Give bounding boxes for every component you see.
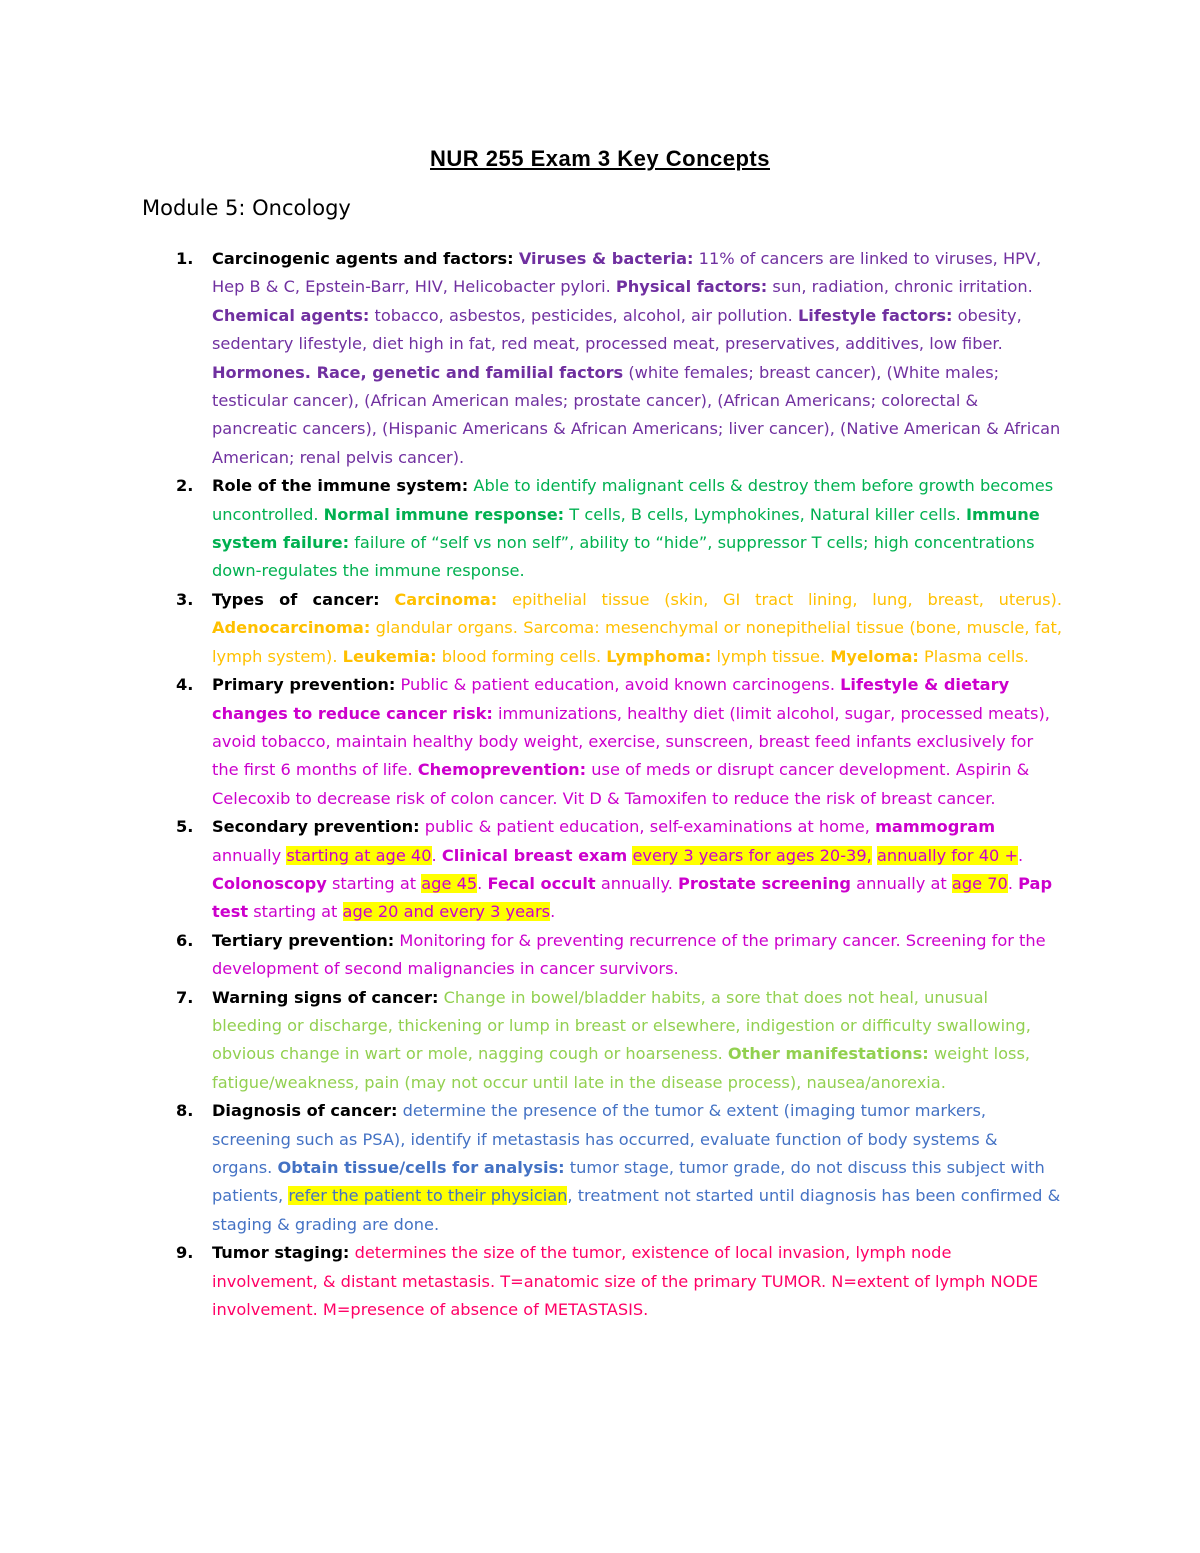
- text-segment: epithelial tissue (skin, GI tract lining, lung, breast, uterus).: [497, 589, 1062, 609]
- list-item-number: 1.: [176, 249, 194, 268]
- bold-term: Colonoscopy: [212, 873, 327, 893]
- key-concepts-list: [0, 245, 1200, 1324]
- text-segment: 11% of cancers are linked to viruses, HPV, Hep B & C, Epstein-Barr, HIV, Helicobacter pylori.: [212, 249, 1042, 297]
- bold-term: Chemoprevention:: [417, 760, 587, 780]
- list-item: [176, 586, 1062, 671]
- highlighted-text: age 45: [421, 873, 478, 893]
- item-heading: Secondary prevention:: [212, 817, 420, 837]
- text-segment: Public & patient education, avoid known carcinogens.: [395, 675, 841, 695]
- bold-term: Clinical breast exam: [441, 845, 628, 865]
- text-segment: Plasma cells.: [918, 646, 1029, 666]
- text-segment: .: [550, 902, 556, 922]
- bold-term: Chemical agents:: [212, 305, 370, 325]
- document-title: NUR 255 Exam 3 Key Concepts: [430, 146, 770, 171]
- text-segment: tumor stage, tumor grade, do not discuss this subject with patients,: [212, 1158, 1045, 1206]
- text-segment: Change in bowel/bladder habits, a sore that does not heal, unusual bleeding or discharge, thickening or lump in breast or elsewhere, indigestion or difficulty swallowing, obvious change in wart or mole, nagging cough or hoarseness.: [212, 987, 1031, 1064]
- bold-term: Leukemia:: [342, 646, 437, 666]
- bold-term: Normal immune response:: [323, 504, 565, 524]
- item-heading: Tertiary prevention:: [212, 930, 395, 950]
- text-segment: .: [477, 873, 488, 893]
- bold-term: Prostate screening: [678, 873, 851, 893]
- list-item: [176, 1239, 1062, 1324]
- item-heading: Primary prevention:: [212, 675, 396, 695]
- text-segment: [380, 590, 395, 609]
- highlighted-text: annually for 40 +: [876, 845, 1019, 865]
- text-segment: determines the size of the tumor, existence of local invasion, lymph node involvement, & distant metastasis. T=anatomic size of the primary TUMOR. N=extent of lymph NODE involvement. M=presence of absence of METASTASIS.: [212, 1243, 1039, 1320]
- list-item: [176, 245, 1062, 472]
- text-segment: .: [431, 845, 442, 865]
- list-item-number: 3.: [176, 589, 194, 609]
- module-heading: Module 5: Oncology: [142, 196, 351, 220]
- list-item-number: 6.: [176, 930, 194, 950]
- text-segment: blood forming cells.: [436, 646, 607, 666]
- text-segment: annually at: [851, 873, 952, 893]
- bold-term: Adenocarcinoma:: [212, 618, 371, 638]
- bold-term: Viruses & bacteria:: [518, 249, 694, 268]
- bold-term: Carcinoma:: [394, 589, 498, 609]
- text-segment: .: [1018, 845, 1024, 865]
- text-segment: , treatment not started until diagnosis has been confirmed & staging & grading are done.: [212, 1186, 1061, 1234]
- text-segment: weight loss, fatigue/weakness, pain (may not occur until late in the disease process), nausea/anorexia.: [212, 1044, 1031, 1092]
- text-segment: use of meds or disrupt cancer development. Aspirin & Celecoxib to decrease risk of colon cancer. Vit D & Tamoxifen to reduce the risk of breast cancer.: [212, 760, 1030, 808]
- text-segment: obesity, sedentary lifestyle, diet high in fat, red meat, processed meat, preservatives, additives, low fiber.: [212, 305, 1022, 354]
- bold-term: Physical factors:: [615, 277, 768, 297]
- bold-term: Pap test: [212, 873, 1053, 922]
- list-item-number: 8.: [176, 1101, 194, 1121]
- list-item: [176, 472, 1062, 586]
- text-segment: T cells, B cells, Lymphokines, Natural killer cells.: [564, 504, 966, 524]
- bold-term: Myeloma:: [830, 646, 919, 666]
- text-segment: starting at: [326, 873, 422, 893]
- text-segment: annually.: [595, 873, 679, 893]
- bold-term: mammogram: [875, 817, 996, 837]
- list-item-number: 5.: [176, 817, 194, 837]
- bold-term: Lifestyle factors:: [797, 305, 953, 325]
- list-item: [176, 813, 1062, 927]
- text-segment: glandular organs. Sarcoma: mesenchymal or nonepithelial tissue (bone, muscle, fat, lymph system).: [212, 618, 1062, 666]
- list-item-number: 7.: [176, 987, 194, 1007]
- item-heading: Types of cancer:: [212, 589, 380, 609]
- highlighted-text: age 70: [951, 873, 1008, 893]
- highlighted-text: starting at age 40: [286, 845, 432, 865]
- list-item-number: 9.: [176, 1243, 194, 1263]
- bold-term: Hormones. Race, genetic and familial factors: [212, 362, 624, 382]
- text-segment: (white females; breast cancer), (White males; testicular cancer), (African American males; prostate cancer), (African Americans; colorectal & pancreatic cancers), (Hispanic Americans & African Americans; liver cancer), (Native American & African American; renal pelvis cancer).: [212, 362, 1061, 467]
- list-item: [176, 1097, 1062, 1239]
- bold-term: Lymphoma:: [606, 646, 712, 666]
- text-segment: immunizations, healthy diet (limit alcohol, sugar, processed meats), avoid tobacco, maintain healthy body weight, exercise, sunscreen, breast feed infants exclusively for the first 6 months of life.: [212, 703, 1050, 780]
- bold-term: Fecal occult: [487, 873, 596, 893]
- highlighted-text: refer the patient to their physician: [288, 1186, 568, 1206]
- text-segment: annually: [212, 845, 287, 865]
- text-segment: Monitoring for & preventing recurrence of the primary cancer. Screening for the development of second malignancies in cancer survivors.: [212, 930, 1046, 979]
- item-heading: Carcinogenic agents and factors:: [212, 249, 514, 268]
- list-item: [176, 927, 1062, 984]
- list-item: [176, 671, 1062, 813]
- text-segment: lymph tissue.: [711, 646, 831, 666]
- text-segment: starting at: [248, 902, 343, 922]
- text-segment: public & patient education, self-examinations at home,: [419, 817, 876, 837]
- bold-term: Other manifestations:: [727, 1044, 929, 1064]
- highlighted-text: every 3 years for ages 20-39,: [632, 845, 872, 865]
- item-heading: Warning signs of cancer:: [212, 987, 439, 1007]
- text-segment: sun, radiation, chronic irritation.: [767, 277, 1033, 297]
- list-item-number: 2.: [176, 476, 194, 496]
- text-segment: failure of “self vs non self”, ability to “hide”, suppressor T cells; high concentrations down-regulates the immune response.: [212, 533, 1035, 581]
- item-heading: Role of the immune system:: [212, 476, 469, 496]
- item-heading: Tumor staging:: [212, 1243, 350, 1263]
- highlighted-text: age 20 and every 3 years: [342, 902, 551, 922]
- text-segment: .: [1007, 873, 1019, 893]
- bold-term: Immune system failure:: [212, 504, 1040, 553]
- list-item: [176, 984, 1062, 1098]
- bold-term: Lifestyle & dietary changes to reduce cancer risk:: [212, 675, 1010, 723]
- text-segment: determine the presence of the tumor & extent (imaging tumor markers, screening such as PSA), identify if metastasis has occurred, evaluate function of body systems & organs.: [212, 1101, 998, 1177]
- item-heading: Diagnosis of cancer:: [212, 1101, 398, 1121]
- text-segment: Able to identify malignant cells & destroy them before growth becomes uncontrolled.: [212, 476, 1054, 524]
- text-segment: tobacco, asbestos, pesticides, alcohol, air pollution.: [369, 305, 798, 325]
- list-item-number: 4.: [176, 675, 194, 695]
- bold-term: Obtain tissue/cells for analysis:: [277, 1158, 565, 1177]
